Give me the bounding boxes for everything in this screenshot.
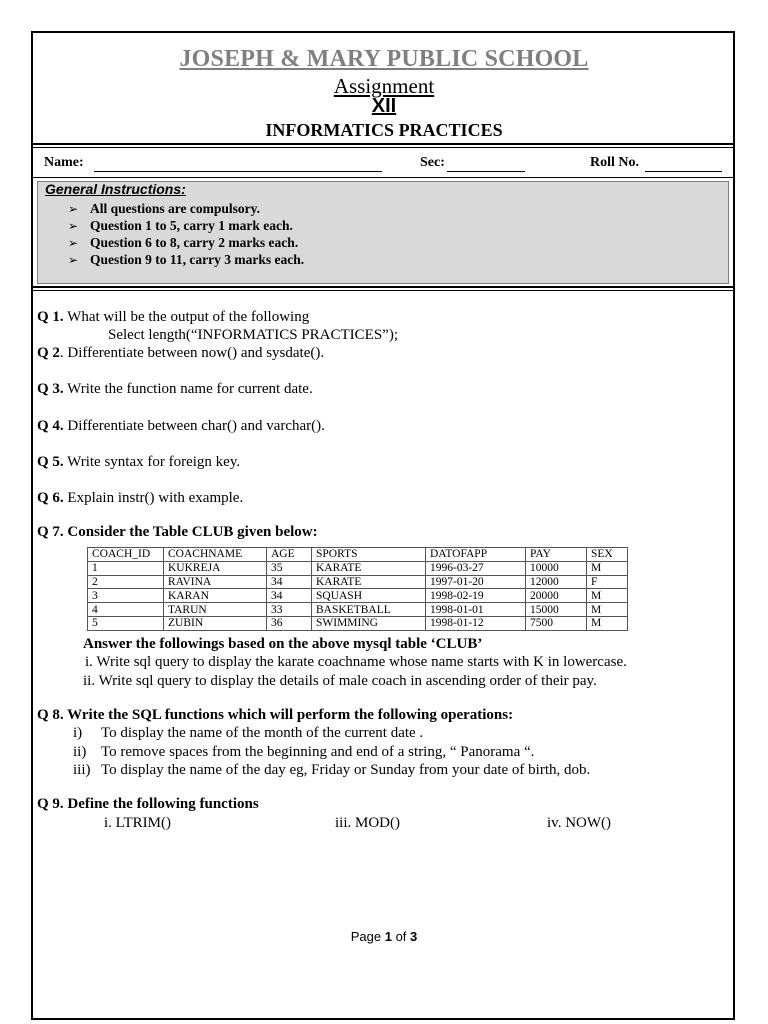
table-cell: 34 [267, 575, 312, 589]
question-7-answer-heading: Answer the followings based on the above mysql table ‘CLUB’ [83, 636, 483, 652]
instructions-title: General Instructions: [45, 181, 186, 197]
table-cell: 1 [88, 561, 164, 575]
table-cell: 7500 [526, 616, 587, 630]
divider-line [33, 177, 733, 178]
table-cell: M [587, 616, 628, 630]
question-8-part-num: i) [73, 725, 83, 741]
table-cell: 1997-01-20 [426, 575, 526, 589]
question-8-part-num: ii) [73, 744, 87, 760]
table-cell: 36 [267, 616, 312, 630]
name-field [44, 155, 84, 171]
arrow-bullet-icon: ➢ [68, 219, 79, 233]
sec-field [420, 155, 445, 171]
table-cell: 1998-01-01 [426, 603, 526, 617]
table-header-cell: COACHNAME [164, 548, 267, 562]
table-cell: TARUN [164, 603, 267, 617]
question-9-item: iii. MOD() [335, 815, 400, 831]
roll-blank [645, 171, 722, 172]
instruction-item: ➢ All questions are compulsory. [68, 201, 261, 216]
question-8-part-num: iii) [73, 762, 91, 778]
table-cell: 1998-01-12 [426, 616, 526, 630]
table-cell: 2 [88, 575, 164, 589]
instruction-item: ➢ Question 9 to 11, carry 3 marks each. [68, 252, 305, 267]
table-cell: 33 [267, 603, 312, 617]
table-header-cell: SPORTS [312, 548, 426, 562]
table-row [88, 603, 628, 617]
table-cell: 10000 [526, 561, 587, 575]
table-cell: ZUBIN [164, 616, 267, 630]
question-8-part-text: To display the name of the day eg, Friday or Sunday from your date of birth, dob. [101, 762, 591, 778]
doc-type: Assignment [333, 74, 435, 98]
school-name: JOSEPH & MARY PUBLIC SCHOOL [179, 46, 589, 72]
question-1: Q 1. What will be the output of the following [37, 309, 310, 325]
table-cell: 3 [88, 589, 164, 603]
table-cell: BASKETBALL [312, 603, 426, 617]
table-row [88, 575, 628, 589]
divider-line [33, 290, 733, 291]
subject-title: INFORMATICS PRACTICES [265, 120, 503, 140]
question-9-item: iv. NOW() [547, 815, 612, 831]
name-label: Name: [44, 155, 84, 170]
sec-label: Sec: [420, 155, 445, 170]
table-header-cell: COACH_ID [88, 548, 164, 562]
table-cell: M [587, 589, 628, 603]
table-cell: KARATE [312, 575, 426, 589]
question-8: Q 8. Write the SQL functions which will perform the following operations: [37, 707, 514, 723]
table-header-cell: SEX [587, 548, 628, 562]
table-cell: KARAN [164, 589, 267, 603]
table-header-row [88, 548, 628, 562]
table-cell: 1996-03-27 [426, 561, 526, 575]
table-cell: 15000 [526, 603, 587, 617]
question-5: Q 5. Write syntax for foreign key. [37, 454, 241, 470]
table-row [88, 561, 628, 575]
instruction-item: ➢ Question 6 to 8, carry 2 marks each. [68, 235, 299, 250]
table-row [88, 616, 628, 630]
table-cell: SWIMMING [312, 616, 426, 630]
grade: XII [371, 95, 397, 117]
question-9-item: i. LTRIM() [104, 815, 171, 831]
table-cell: 34 [267, 589, 312, 603]
table-cell: M [587, 561, 628, 575]
divider-line [33, 286, 733, 288]
question-6: Q 6. Explain instr() with example. [37, 490, 244, 506]
question-9: Q 9. Define the following functions [37, 796, 259, 812]
page-number: Page 1 of 3 [350, 929, 418, 944]
table-cell: SQUASH [312, 589, 426, 603]
table-cell: 4 [88, 603, 164, 617]
question-7: Q 7. Consider the Table CLUB given below: [37, 524, 318, 540]
instruction-item: ➢ Question 1 to 5, carry 1 mark each. [68, 218, 293, 233]
arrow-bullet-icon: ➢ [68, 253, 79, 267]
question-7-part-2: ii. Write sql query to display the details of male coach in ascending order of their pay. [83, 673, 597, 689]
table-cell: 12000 [526, 575, 587, 589]
question-1-statement: Select length(“INFORMATICS PRACTICES”); [108, 327, 398, 343]
table-header-cell: PAY [526, 548, 587, 562]
question-4: Q 4. Differentiate between char() and varchar(). [37, 418, 325, 434]
table-cell: KUKREJA [164, 561, 267, 575]
question-8-part-text: To remove spaces from the beginning and end of a string, “ Panorama “. [101, 744, 535, 760]
table-cell: 5 [88, 616, 164, 630]
arrow-bullet-icon: ➢ [68, 236, 79, 250]
question-2: Q 2. Differentiate between now() and sysdate(). [37, 345, 325, 361]
table-row [88, 589, 628, 603]
table-cell: M [587, 603, 628, 617]
table-cell: 1998-02-19 [426, 589, 526, 603]
divider-line [33, 147, 733, 148]
club-table [87, 547, 628, 631]
sec-blank [447, 171, 525, 172]
table-cell: F [587, 575, 628, 589]
table-header-cell: AGE [267, 548, 312, 562]
question-7-part-1: i. Write sql query to display the karate coachname whose name starts with K in lowercase. [85, 654, 627, 670]
table-cell: 35 [267, 561, 312, 575]
table-cell: KARATE [312, 561, 426, 575]
table-cell: 20000 [526, 589, 587, 603]
arrow-bullet-icon: ➢ [68, 202, 79, 216]
name-blank [94, 171, 382, 172]
question-3: Q 3. Write the function name for current date. [37, 381, 313, 397]
divider-line [33, 143, 733, 145]
table-header-cell: DATOFAPP [426, 548, 526, 562]
table-cell: RAVINA [164, 575, 267, 589]
roll-label: Roll No. [590, 155, 639, 170]
question-8-part-text: To display the name of the month of the current date . [101, 725, 424, 741]
roll-field [590, 155, 639, 171]
